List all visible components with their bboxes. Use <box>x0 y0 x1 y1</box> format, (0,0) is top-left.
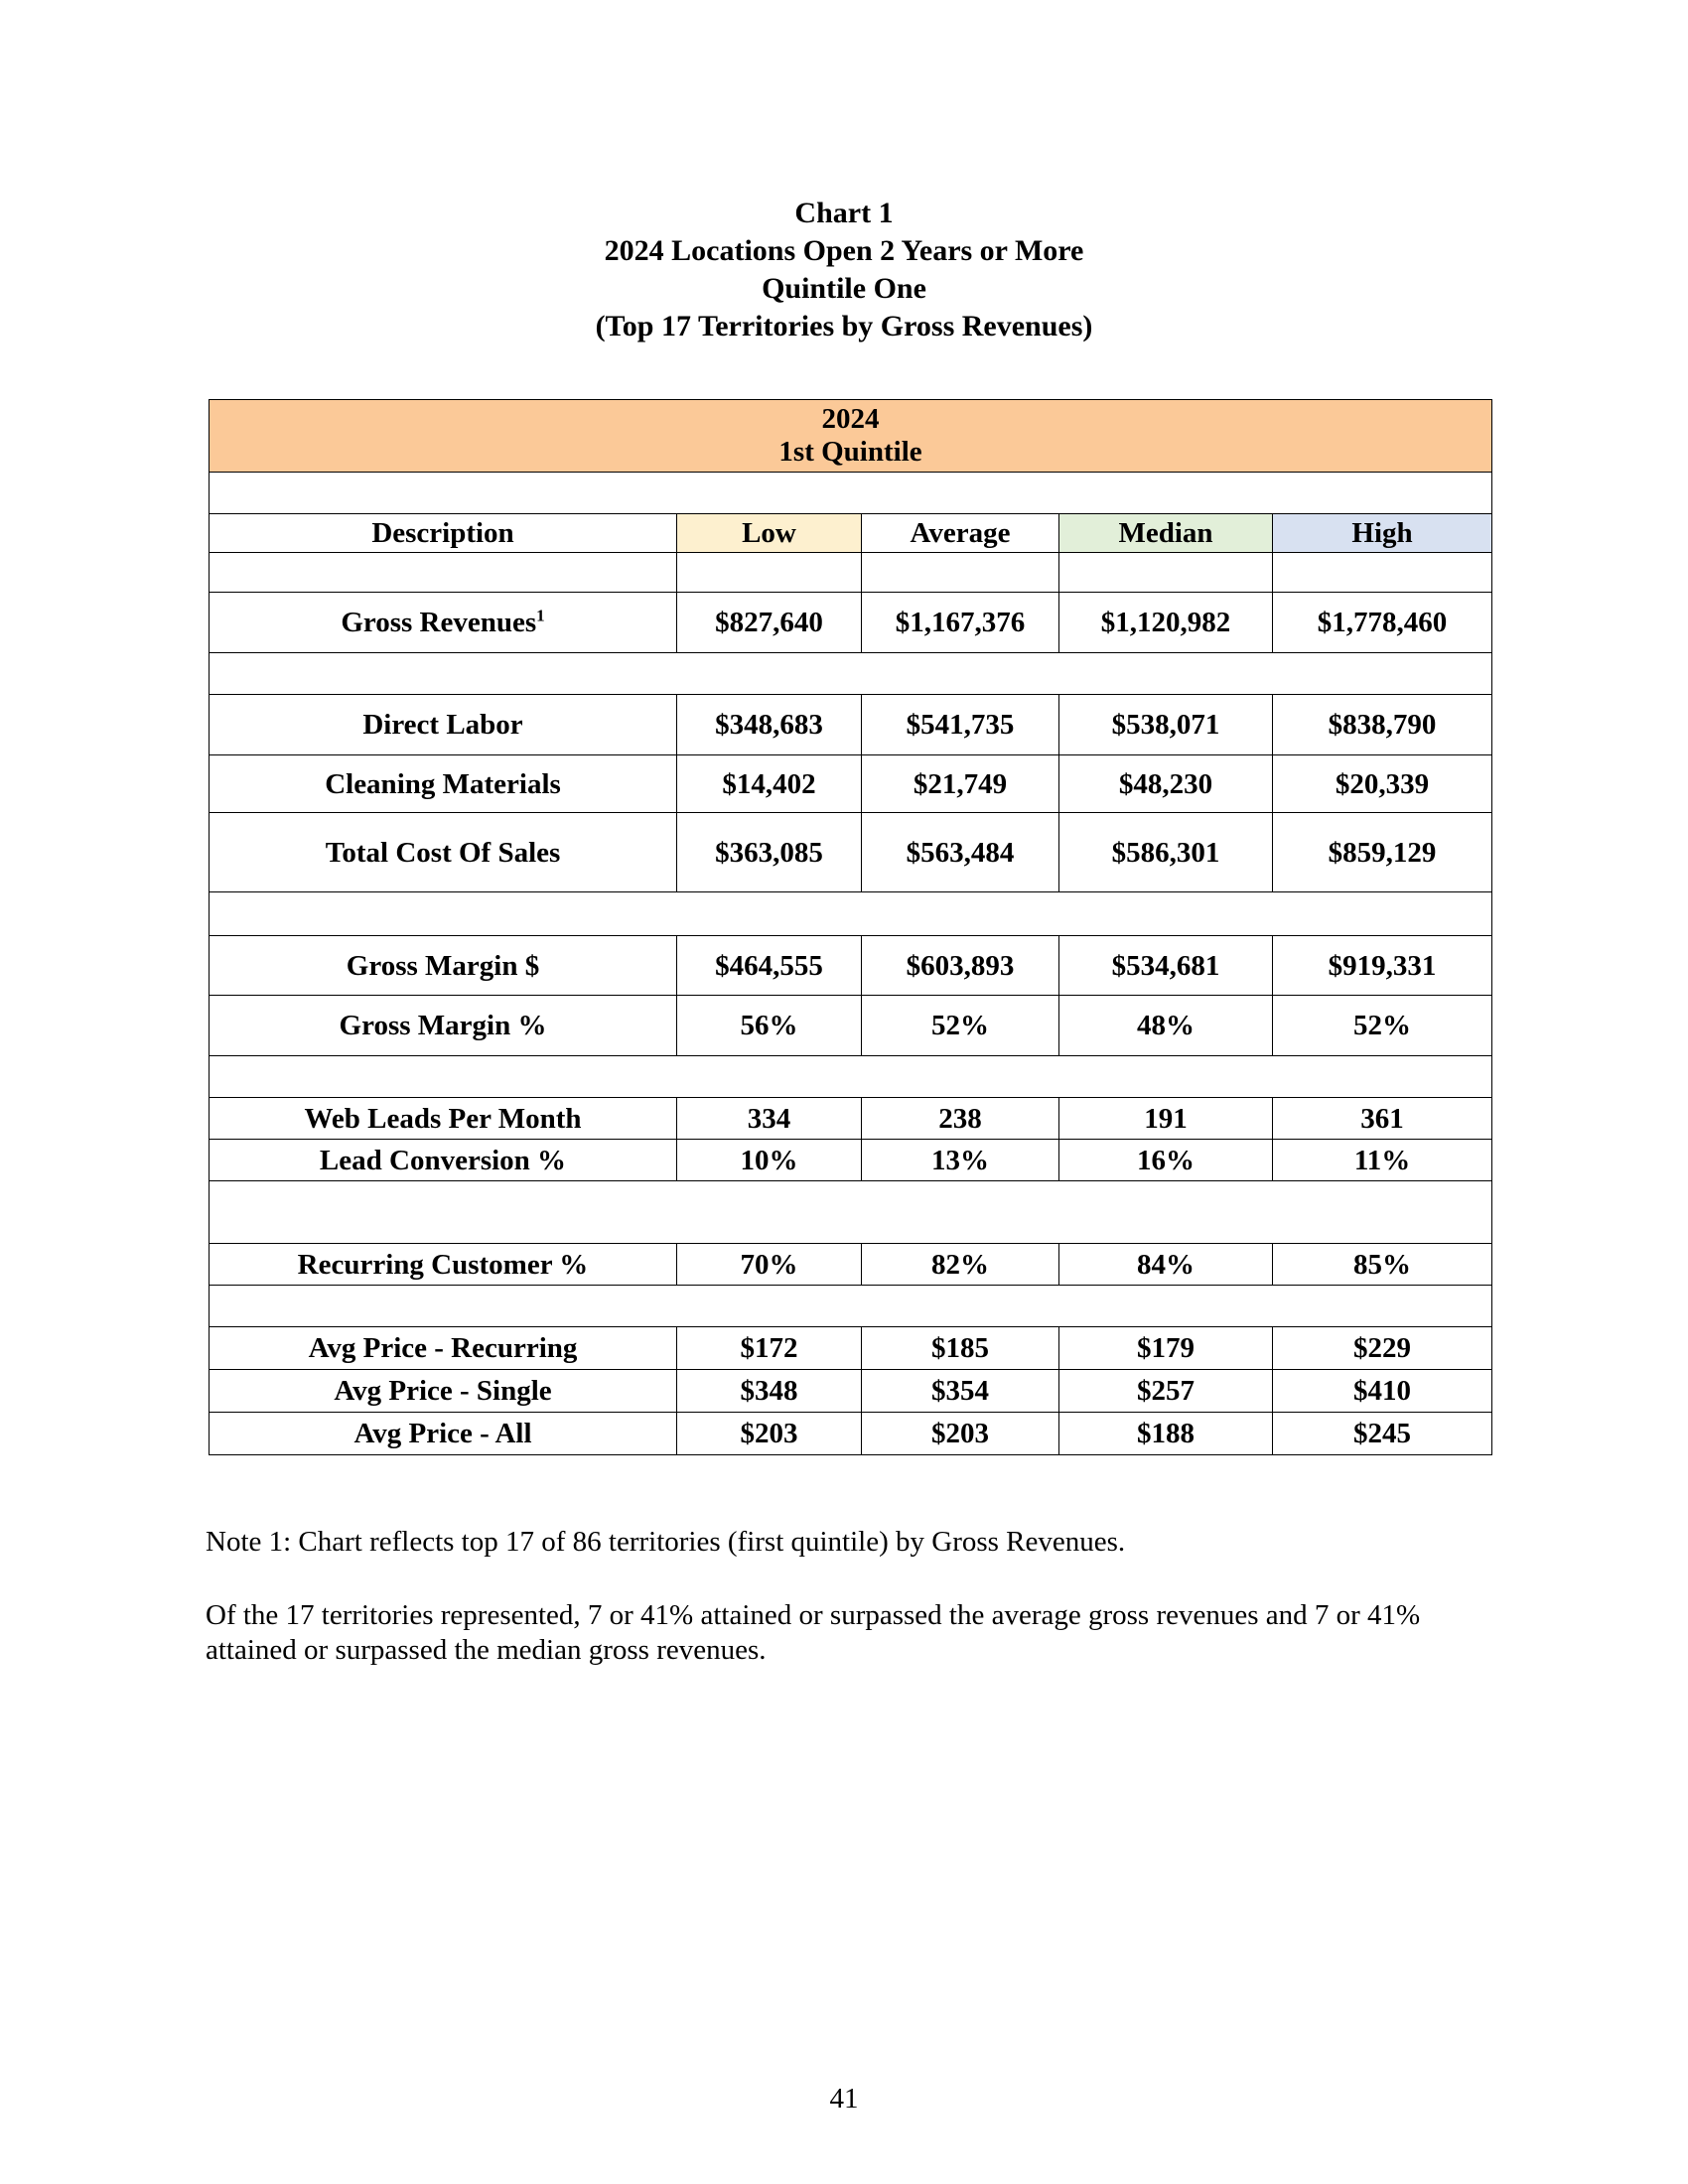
cell-average: $541,735 <box>862 695 1059 755</box>
cell-average: $1,167,376 <box>862 593 1059 653</box>
header-description: Description <box>210 514 677 553</box>
header-median: Median <box>1059 514 1273 553</box>
table-row <box>210 1244 1492 1286</box>
cell-median: 84% <box>1059 1244 1273 1286</box>
table-row <box>210 813 1492 892</box>
cell-high: $20,339 <box>1273 755 1492 813</box>
spacer-row <box>210 473 1492 514</box>
footnote-marker: 1 <box>536 606 545 625</box>
spacer-row <box>210 553 1492 593</box>
cell-median: 48% <box>1059 996 1273 1056</box>
table-row <box>210 1098 1492 1140</box>
page-number: 41 <box>829 2083 859 2115</box>
cell-low: 70% <box>677 1244 862 1286</box>
table-band-row <box>210 400 1492 473</box>
cell-low: $827,640 <box>677 593 862 653</box>
cell-high: $410 <box>1273 1370 1492 1413</box>
band-label: 1st Quintile <box>778 436 922 468</box>
summary-note: Of the 17 territories represented, 7 or 41% attained or surpassed the average gross revenues and 7 or 41% attained or surpassed the median gross revenues. <box>206 1599 1421 1666</box>
band-year: 2024 <box>821 403 880 435</box>
table-row <box>210 1140 1492 1181</box>
spacer-row <box>210 653 1492 695</box>
spacer-row <box>210 1286 1492 1327</box>
row-label: Lead Conversion % <box>210 1140 677 1181</box>
cell-average: $203 <box>862 1413 1059 1455</box>
footnote-1: Note 1: Chart reflects top 17 of 86 territories (first quintile) by Gross Revenues. <box>206 1526 1126 1558</box>
cell-median: 191 <box>1059 1098 1273 1140</box>
chart-scope: (Top 17 Territories by Gross Revenues) <box>595 310 1093 342</box>
spacer-row <box>210 1056 1492 1098</box>
chart-number: Chart 1 <box>794 197 894 229</box>
cell-average: $21,749 <box>862 755 1059 813</box>
table-row <box>210 936 1492 996</box>
chart-title-block <box>0 195 1688 345</box>
cell-average: 238 <box>862 1098 1059 1140</box>
spacer-row <box>210 892 1492 936</box>
cell-median: $534,681 <box>1059 936 1273 996</box>
cell-low: $14,402 <box>677 755 862 813</box>
cell-median: $48,230 <box>1059 755 1273 813</box>
table-row <box>210 996 1492 1056</box>
cell-high: 85% <box>1273 1244 1492 1286</box>
cell-low: $348 <box>677 1370 862 1413</box>
cell-high: 361 <box>1273 1098 1492 1140</box>
cell-high: $1,778,460 <box>1273 593 1492 653</box>
chart-subtitle: 2024 Locations Open 2 Years or More <box>604 234 1084 267</box>
cell-low: $464,555 <box>677 936 862 996</box>
table-row <box>210 1370 1492 1413</box>
table-row <box>210 593 1492 653</box>
cell-average: $185 <box>862 1327 1059 1370</box>
cell-median: $179 <box>1059 1327 1273 1370</box>
cell-high: $229 <box>1273 1327 1492 1370</box>
cell-average: $563,484 <box>862 813 1059 892</box>
cell-low: $172 <box>677 1327 862 1370</box>
cell-high: $859,129 <box>1273 813 1492 892</box>
financial-table <box>209 399 1492 1455</box>
cell-median: $257 <box>1059 1370 1273 1413</box>
cell-high: $245 <box>1273 1413 1492 1455</box>
table-row <box>210 1327 1492 1370</box>
cell-high: $919,331 <box>1273 936 1492 996</box>
cell-average: 13% <box>862 1140 1059 1181</box>
row-label: Avg Price - All <box>210 1413 677 1455</box>
cell-high: 52% <box>1273 996 1492 1056</box>
row-label: Gross Margin $ <box>210 936 677 996</box>
header-average: Average <box>862 514 1059 553</box>
cell-low: 10% <box>677 1140 862 1181</box>
cell-median: $188 <box>1059 1413 1273 1455</box>
table-row <box>210 755 1492 813</box>
cell-low: 334 <box>677 1098 862 1140</box>
cell-high: $838,790 <box>1273 695 1492 755</box>
cell-average: 82% <box>862 1244 1059 1286</box>
row-label: Gross Revenues$^1$ <box>210 593 677 653</box>
cell-low: $203 <box>677 1413 862 1455</box>
cell-high: 11% <box>1273 1140 1492 1181</box>
column-header-row <box>210 514 1492 553</box>
quintile-band <box>210 400 1492 473</box>
row-label: Cleaning Materials <box>210 755 677 813</box>
cell-low: $348,683 <box>677 695 862 755</box>
row-label: Avg Price - Recurring <box>210 1327 677 1370</box>
cell-low: 56% <box>677 996 862 1056</box>
row-label: Recurring Customer % <box>210 1244 677 1286</box>
row-label: Avg Price - Single <box>210 1370 677 1413</box>
cell-average: 52% <box>862 996 1059 1056</box>
row-label: Gross Margin % <box>210 996 677 1056</box>
cell-median: $1,120,982 <box>1059 593 1273 653</box>
cell-median: $586,301 <box>1059 813 1273 892</box>
row-label: Total Cost Of Sales <box>210 813 677 892</box>
header-high: High <box>1273 514 1492 553</box>
header-low: Low <box>677 514 862 553</box>
cell-average: $603,893 <box>862 936 1059 996</box>
cell-low: $363,085 <box>677 813 862 892</box>
cell-average: $354 <box>862 1370 1059 1413</box>
table-row <box>210 695 1492 755</box>
row-label: Direct Labor <box>210 695 677 755</box>
cell-median: $538,071 <box>1059 695 1273 755</box>
table-row <box>210 1413 1492 1455</box>
row-label: Web Leads Per Month <box>210 1098 677 1140</box>
cell-median: 16% <box>1059 1140 1273 1181</box>
spacer-row <box>210 1181 1492 1244</box>
chart-quintile: Quintile One <box>762 272 926 305</box>
